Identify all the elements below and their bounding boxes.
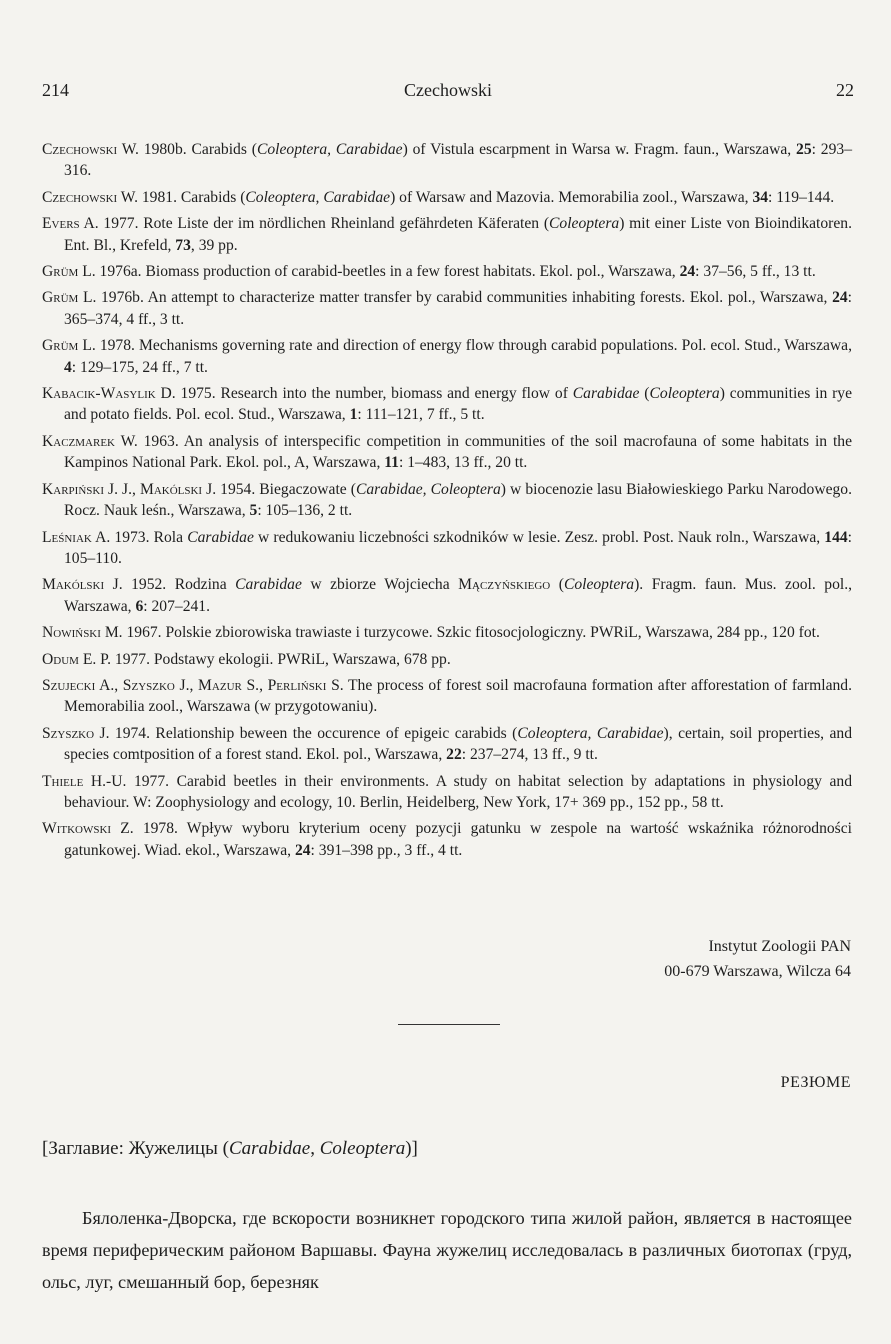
- russian-title-post: )]: [405, 1138, 418, 1159]
- reference-author: Thiele H.-U.: [42, 772, 127, 790]
- reference-italic: Coleoptera: [549, 215, 620, 233]
- reference-entry: [42, 261, 852, 282]
- reference-text: The process of forest soil macrofauna formation after afforestation of farmland. Memorabilia zool., Warszawa (w przygotowaniu).: [64, 676, 852, 716]
- reference-entry: [42, 431, 852, 474]
- page-header: [42, 80, 854, 104]
- reference-entry: [42, 527, 852, 570]
- reference-italic: Coleoptera, Carabidae: [256, 141, 403, 158]
- reference-text: 1980b. Carabids (: [138, 141, 257, 158]
- reference-entry: [42, 287, 852, 330]
- reference-author: Grüm L.: [42, 263, 96, 281]
- reference-author: Czechowski W.: [42, 188, 138, 206]
- reference-text: 1975. Research into the number, biomass and energy flow of: [175, 385, 573, 403]
- reference-text: 1981. Carabids (: [137, 188, 246, 206]
- reference-text: 1978. Mechanisms governing rate and direction of energy flow through carabid populations. Pol. ecol. Stud., Warszawa,: [95, 337, 852, 355]
- reference-italic: Carabidae: [187, 528, 254, 546]
- reference-text: 1977. Rote Liste der im nördlichen Rheinland gefährdeten Käferaten (: [98, 215, 550, 233]
- reference-volume: 144: [824, 528, 848, 546]
- reference-pages: : 365–374, 4 ff., 3 tt.: [64, 289, 853, 328]
- page-number-right: 22: [836, 80, 854, 100]
- reference-pages: : 111–121, 7 ff., 5 tt.: [357, 406, 485, 424]
- reference-volume: 24: [832, 289, 848, 307]
- reference-volume: 22: [446, 746, 462, 764]
- reference-pages: : 1–483, 13 ff., 20 tt.: [398, 454, 528, 472]
- reference-author: Karpiński J. J., Makólski J.: [42, 480, 217, 498]
- reference-volume: 4: [64, 358, 72, 376]
- reference-entry: [42, 383, 852, 426]
- reference-italic: Carabidae: [572, 385, 640, 403]
- affiliation-address: 00-679 Warszawa, Wilcza 64: [664, 963, 851, 980]
- reference-text: ) of Vistula escarpment in Warsa w. Fragm. faun., Warszawa,: [402, 141, 797, 158]
- reference-entry: [42, 187, 852, 208]
- reference-volume: 6: [135, 597, 144, 615]
- reference-entry: [42, 479, 852, 522]
- reference-pages: : 105–110.: [64, 528, 853, 567]
- reference-text: 1963. An analysis of interspecific competition in communities of the soil macrofauna of some habitats in the Kampinos National Park. Ekol. pol., A, Warszawa,: [64, 432, 852, 472]
- reference-author-inline: Mączyńskiego: [458, 576, 551, 594]
- reference-author: Leśniak A.: [42, 528, 111, 546]
- reference-text: (: [550, 576, 564, 594]
- reference-text: 1974. Relationship beween the occurence of epigeic carabids (: [109, 724, 518, 742]
- reference-entry: [42, 139, 852, 182]
- reference-author: Evers A.: [42, 215, 99, 233]
- reference-pages: , 39 pp.: [190, 236, 238, 254]
- reference-text: 1976a. Biomass production of carabid-beetles in a few forest habitats. Ekol. pol., Warszawa,: [95, 263, 680, 281]
- reference-pages: : 391–398 pp., 3 ff., 4 tt.: [310, 841, 463, 859]
- reference-pages: : 129–175, 24 ff., 7 tt.: [71, 358, 208, 376]
- reference-italic: Coleoptera, Carabidae: [517, 724, 664, 742]
- reference-pages: : 207–241.: [143, 597, 210, 615]
- russian-title-taxon-1: Carabidae: [228, 1138, 311, 1159]
- reference-text: 1952. Rodzina: [122, 576, 236, 594]
- reference-pages: : 119–144.: [768, 188, 835, 206]
- reference-text: ) mit einer Liste von Bioindikatoren. Ent. Bl., Krefeld,: [64, 215, 852, 254]
- reference-text: ) w biocenozie lasu Białowieskiego Parku Narodowego. Rocz. Nauk leśn., Warszawa,: [64, 480, 852, 520]
- reference-volume: 5: [249, 502, 258, 520]
- russian-paragraph: Бялоленка-Дворска, где вскорости возникнет городского типа жилой район, является в настоящее время периферическим районом Варшавы. Фауна жужелиц исследовалась в различных биотопах (груд, ольс, луг, смешанный бор, березняк: [42, 1208, 852, 1292]
- reference-text: ) of Warsaw and Mazovia. Memorabilia zool., Warszawa,: [390, 188, 753, 206]
- reference-volume: 11: [384, 454, 399, 472]
- reference-italic: Coleoptera, Carabidae: [245, 188, 391, 206]
- reference-entry: [42, 649, 852, 670]
- reference-italic: Carabidae, Coleoptera: [355, 480, 501, 498]
- reference-pages: : 37–56, 5 ff., 13 tt.: [695, 263, 816, 281]
- russian-title-pre: [Заглавие: Жужелицы (: [42, 1138, 229, 1159]
- section-divider: [398, 1024, 500, 1025]
- reference-text: ). Fragm. faun. Mus. zool. pol., Warszawa,: [64, 576, 852, 615]
- reference-volume: 25: [796, 141, 812, 158]
- reference-pages: : 105–136, 2 tt.: [257, 502, 353, 520]
- resume-heading: РЕЗЮМЕ: [780, 1074, 851, 1091]
- reference-entry: [42, 335, 852, 378]
- reference-text: 1976b. An attempt to characterize matter transfer by carabid communities inhabiting forests. Ekol. pol., Warszawa,: [96, 289, 833, 307]
- page-number-left: 214: [42, 80, 69, 100]
- reference-pages: : 293–316.: [64, 141, 852, 180]
- reference-author: Kabacik-Wasylik D.: [42, 385, 176, 403]
- affiliation-institute: Instytut Zoologii PAN: [708, 938, 851, 955]
- reference-volume: 34: [752, 188, 769, 206]
- reference-volume: 24: [294, 841, 311, 859]
- russian-title-taxon-2: Coleoptera: [319, 1138, 406, 1159]
- reference-volume: 1: [349, 406, 358, 424]
- reference-text: w redukowaniu liczebności szkodników w lesie. Zesz. probl. Post. Nauk roln., Warszawa,: [253, 528, 825, 546]
- reference-text: 1967. Polskie zbiorowiska trawiaste i turzycowe. Szkic fitosocjologiczny. PWRiL, Warszawa, 284 pp., 120 fot.: [122, 624, 820, 642]
- reference-text: 1973. Rola: [110, 528, 188, 546]
- reference-author: Grüm L.: [42, 337, 96, 355]
- reference-author: Grüm L.: [42, 289, 97, 307]
- reference-author: Kaczmarek W.: [42, 432, 138, 450]
- reference-italic: Coleoptera: [563, 576, 635, 594]
- reference-entry: [42, 622, 852, 643]
- russian-title: [42, 1138, 418, 1160]
- reference-text: ), certain, soil properties, and species comtposition of a forest stand. Ekol. pol., Warszawa,: [64, 724, 852, 764]
- reference-text: 1977. Carabid beetles in their environments. A study on habitat selection by adaptations in physiology and behaviour. W: Zoophysiology and ecology, 10. Berlin, Heidelberg, New York, 17+ 369 pp., 152 pp., 58 tt.: [64, 772, 853, 811]
- reference-volume: 24: [679, 263, 696, 281]
- reference-entry: [42, 213, 852, 256]
- reference-text: 1954. Biegaczowate (: [216, 480, 356, 498]
- reference-italic: Coleoptera: [649, 385, 720, 403]
- reference-author: Witkowski Z.: [42, 820, 134, 838]
- reference-author: Makólski J.: [42, 576, 123, 594]
- reference-italic: Carabidae: [235, 576, 302, 594]
- reference-author: Odum E. P.: [42, 650, 111, 668]
- reference-entry: [42, 574, 852, 617]
- reference-pages: : 237–274, 13 ff., 9 tt.: [461, 746, 598, 764]
- reference-author: Nowiński M.: [42, 624, 123, 642]
- reference-text: ) communities in rye and potato fields. Pol. ecol. Stud., Warszawa,: [64, 385, 853, 424]
- reference-text: 1977. Podstawy ekologii. PWRiL, Warszawa, 678 pp.: [111, 650, 451, 668]
- reference-text: w zbiorze Wojciecha: [301, 576, 459, 594]
- reference-volume: 73: [175, 236, 191, 254]
- reference-entry: [42, 818, 852, 861]
- reference-entry: [42, 771, 852, 814]
- running-title: Czechowski: [404, 80, 492, 100]
- reference-list: [42, 139, 852, 866]
- reference-entry: [42, 723, 852, 766]
- affiliation-block: [664, 934, 851, 984]
- reference-entry: [42, 675, 852, 718]
- reference-text: 1978. Wpływ wyboru kryterium oceny pozycji gatunku w zespole na wartość wskaźnika różnorodności gatunkowej. Wiad. ekol., Warszawa,: [64, 820, 852, 859]
- reference-author: Czechowski W.: [42, 141, 139, 158]
- reference-text: (: [639, 385, 650, 403]
- reference-author: Szyszko J.: [42, 724, 110, 742]
- russian-title-sep: ,: [310, 1138, 320, 1159]
- reference-author: Szujecki A., Szyszko J., Mazur S., Perliński S.: [42, 676, 344, 694]
